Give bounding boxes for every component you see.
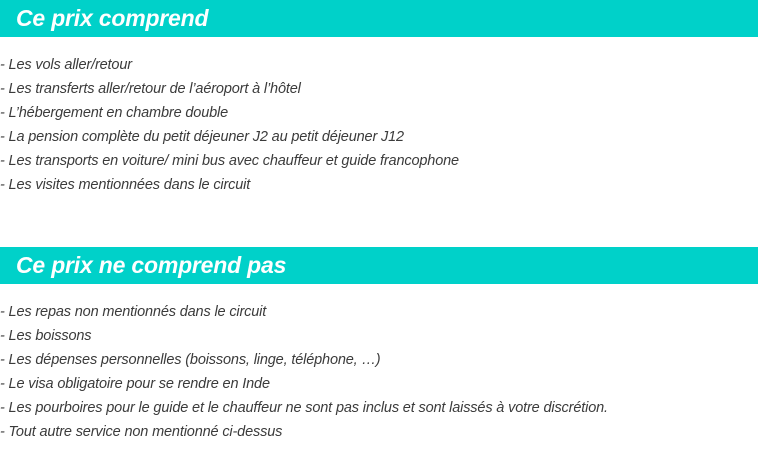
list-item: - L’hébergement en chambre double [0,105,229,121]
list-item: - Les dépenses personnelles (boissons, linge, téléphone, …) [0,352,381,368]
list-item: - Les transferts aller/retour de l’aéroport à l’hôtel [0,81,301,97]
included-section-title: Ce prix comprend [0,0,758,37]
list-item: - Les boissons [0,328,92,344]
list-item: - Tout autre service non mentionné ci-dessus [0,424,283,440]
list-item: - Les pourboires pour le guide et le chauffeur ne sont pas inclus et sont laissés à votre discrétion. [0,400,608,416]
list-item: - Le visa obligatoire pour se rendre en Inde [0,376,270,392]
list-item: - Les visites mentionnées dans le circuit [0,177,251,193]
list-item: - La pension complète du petit déjeuner J2 au petit déjeuner J12 [0,129,404,145]
included-items-list [0,53,459,197]
excluded-items-list [0,300,608,444]
list-item: - Les vols aller/retour [0,57,132,73]
list-item: - Les transports en voiture/ mini bus avec chauffeur et guide francophone [0,153,459,169]
excluded-section-title: Ce prix ne comprend pas [0,247,758,284]
list-item: - Les repas non mentionnés dans le circuit [0,304,267,320]
